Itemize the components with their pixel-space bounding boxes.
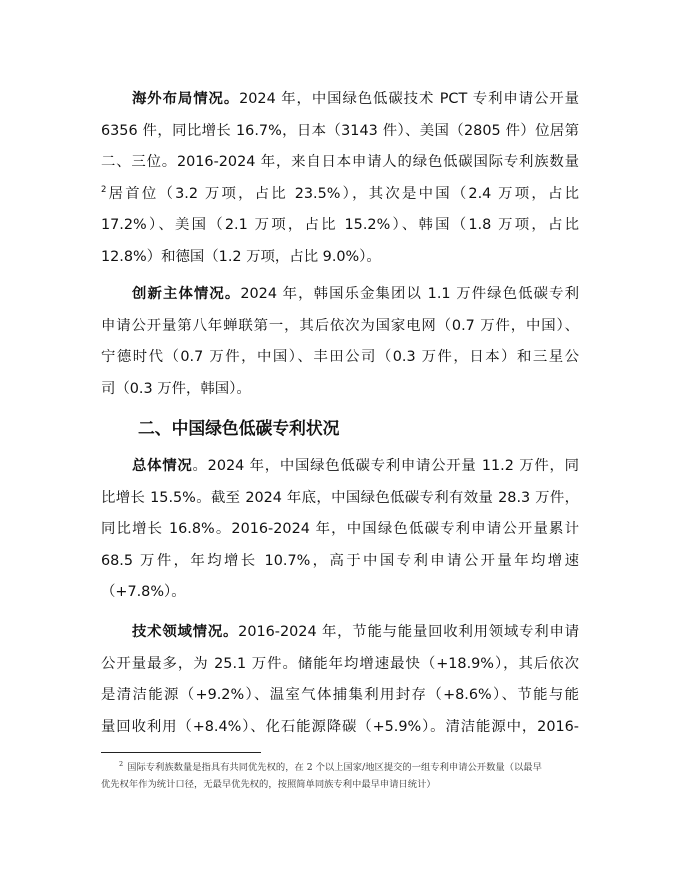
paragraph-line bbox=[101, 179, 579, 211]
paragraph-line bbox=[101, 279, 579, 311]
paragraph-tech-fields bbox=[101, 617, 579, 743]
paragraph-line bbox=[101, 84, 579, 116]
footnote bbox=[101, 759, 579, 793]
paragraph-line: 6356 件，同比增长 16.7%，日本（3143 件）、美国（2805 件）位居第 bbox=[101, 122, 579, 139]
paragraph-line: 司（0.3 万件，韩国）。 bbox=[101, 380, 251, 397]
paragraph-line: 17.2%）、美国（2.1 万项，占比 15.2%）、韩国（1.8 万项，占比 bbox=[101, 217, 579, 234]
paragraph-line: 二、三位。2016-2024 年，来自日本申请人的绿色低碳国际专利族数量 bbox=[101, 154, 579, 171]
paragraph-line bbox=[101, 617, 579, 649]
line-text: 2024 年，韩国乐金集团以 1.1 万件绿色低碳专利 bbox=[240, 286, 579, 302]
paragraph-line: 12.8%）和德国（1.2 万项，占比 9.0%）。 bbox=[101, 248, 381, 265]
paragraph-overseas-layout bbox=[101, 84, 579, 274]
paragraph-lead: 创新主体情况。 bbox=[132, 286, 241, 302]
line-text: 居首位（3.2 万项，占比 23.5%），其次是中国（2.4 万项，占比 bbox=[106, 185, 579, 202]
paragraph-line: 宁德时代（0.7 万件，中国）、丰田公司（0.3 万件，日本）和三星公 bbox=[101, 349, 579, 366]
line-text: 国际专利族数量是指具有共同优先权的，在 2 个以上国家/地区提交的一组专利申请公开数量（以最早 bbox=[127, 762, 542, 773]
paragraph-line: 比增长 15.5%。截至 2024 年底，中国绿色低碳专利有效量 28.3 万件， bbox=[101, 489, 579, 506]
footnote-divider bbox=[101, 752, 261, 753]
paragraph-line: 申请公开量第八年蝉联第一，其后依次为国家电网（0.7 万件，中国）、 bbox=[101, 317, 579, 334]
paragraph-line: （+7.8%）。 bbox=[101, 584, 186, 601]
paragraph-lead: 海外布局情况。 bbox=[132, 91, 240, 107]
paragraph-line: 68.5 万件，年均增长 10.7%，高于中国专利申请公开量年均增速 bbox=[101, 552, 579, 569]
paragraph-line: 是清洁能源（+9.2%）、温室气体捕集利用封存（+8.6%）、节能与能 bbox=[101, 687, 579, 704]
paragraph-line: 同比增长 16.8%。2016-2024 年，中国绿色低碳专利申请公开量累计 bbox=[101, 521, 579, 538]
line-text: 2016-2024 年，节能与能量回收利用领域专利申请 bbox=[238, 624, 579, 640]
footnote-reference: 2 bbox=[101, 184, 107, 195]
paragraph-lead: 技术领域情况。 bbox=[132, 624, 239, 640]
line-text: 2024 年，中国绿色低碳技术 PCT 专利申请公开量 bbox=[239, 91, 579, 107]
footnote-line bbox=[101, 759, 579, 776]
section-heading: 二、中国绿色低碳专利状况 bbox=[138, 418, 340, 438]
paragraph-line bbox=[101, 451, 579, 483]
paragraph-line: 量回收利用（+8.4%）、化石能源降碳（+5.9%）。清洁能源中，2016- bbox=[101, 718, 579, 735]
footnote-line: 优先权年作为统计口径，无最早优先权的，按照简单同族专利中最早申请日统计） bbox=[101, 779, 436, 790]
paragraph-lead: 总体情况 bbox=[132, 458, 193, 474]
line-text: 。2024 年，中国绿色低碳专利申请公开量 11.2 万件，同 bbox=[192, 458, 579, 474]
paragraph-overall bbox=[101, 451, 579, 609]
paragraph-innovators bbox=[101, 279, 579, 405]
paragraph-line: 公开量最多，为 25.1 万件。储能年均增速最快（+18.9%），其后依次 bbox=[101, 655, 579, 672]
footnote-marker: 2 bbox=[119, 759, 124, 768]
